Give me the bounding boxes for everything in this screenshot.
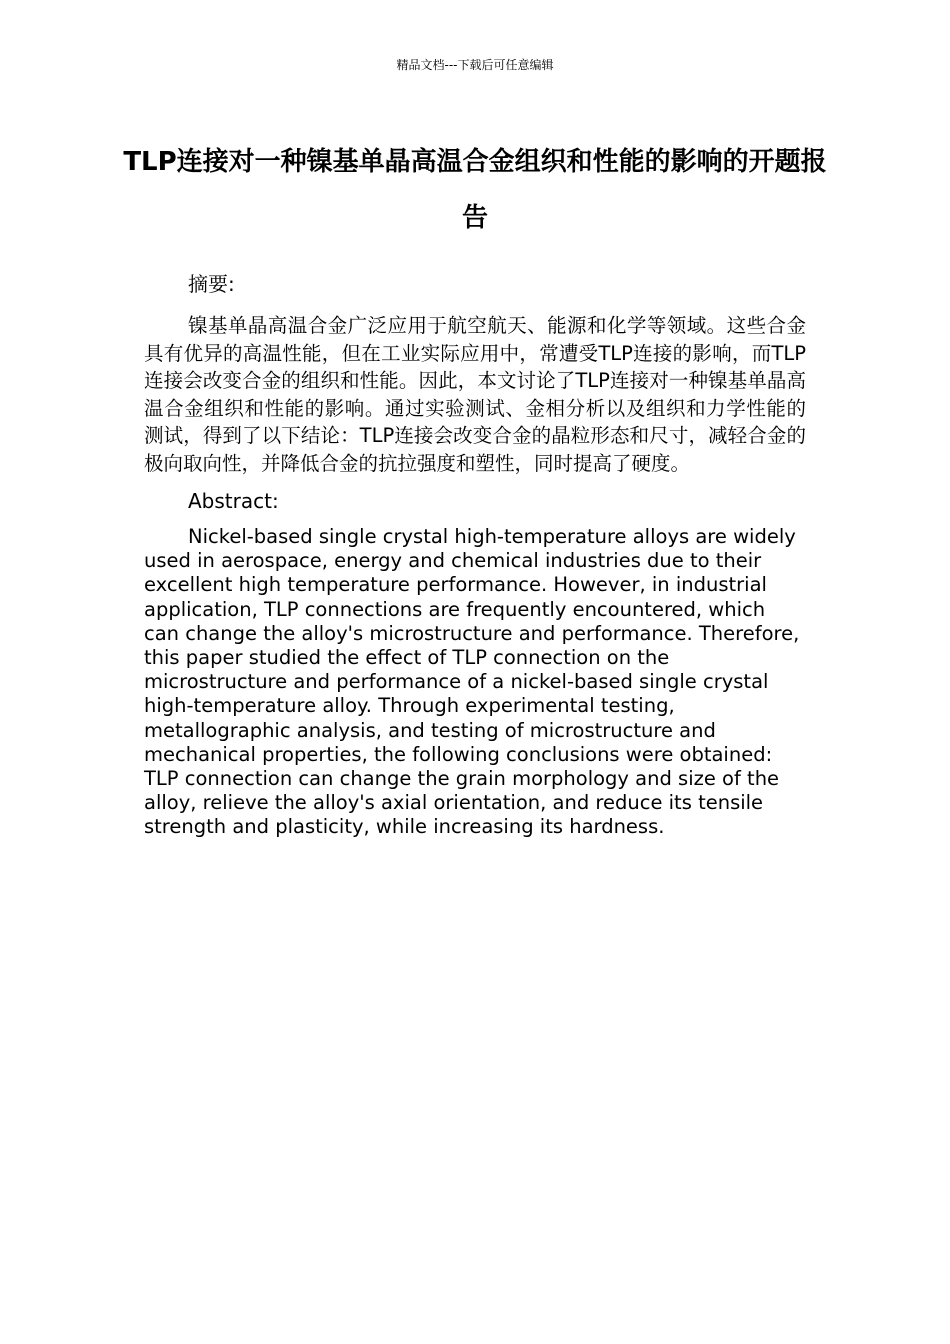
- abstract-en-label: Abstract:: [188, 489, 279, 513]
- document-body: [144, 270, 806, 840]
- header-note: 精品文档---下载后可任意编辑: [396, 58, 554, 72]
- document-title: TLP连接对一种镍基单晶高温合金组织和性能的影响的开题报告: [123, 147, 827, 233]
- abstract-en-paragraph: Nickel-based single crystal high-temperature alloys are widely used in aerospace, energy and chemical industries due to their excellent high temperature performance. However, in industrial application, TLP connections are frequently encountered, which can change the alloy's microstructure and performance. Therefore, this paper studied the effect of TLP connection on the microstructure and performance of a nickel-based single crystal high-temperature alloy. Through experimental testing, metallographic analysis, and testing of microstructure and mechanical properties, the following conclusions were obtained: TLP connection can change the grain morphology and size of the alloy, relieve the alloy's axial orientation, and reduce its tensile strength and plasticity, while increasing its hardness.: [144, 525, 800, 839]
- abstract-cn-paragraph: 镍基单晶高温合金广泛应用于航空航天、能源和化学等领域。这些合金具有优异的高温性能，但在工业实际应用中，常遭受TLP连接的影响，而TLP连接会改变合金的组织和性能。因此，本文讨论了TLP连接对一种镍基单晶高温合金组织和性能的影响。通过实验测试、金相分析以及组织和力学性能的测试，得到了以下结论：TLP连接会改变合金的晶粒形态和尺寸，减轻合金的极向取向性，并降低合金的抗拉强度和塑性，同时提高了硬度。: [144, 314, 806, 475]
- abstract-cn-label: 摘要:: [188, 272, 235, 296]
